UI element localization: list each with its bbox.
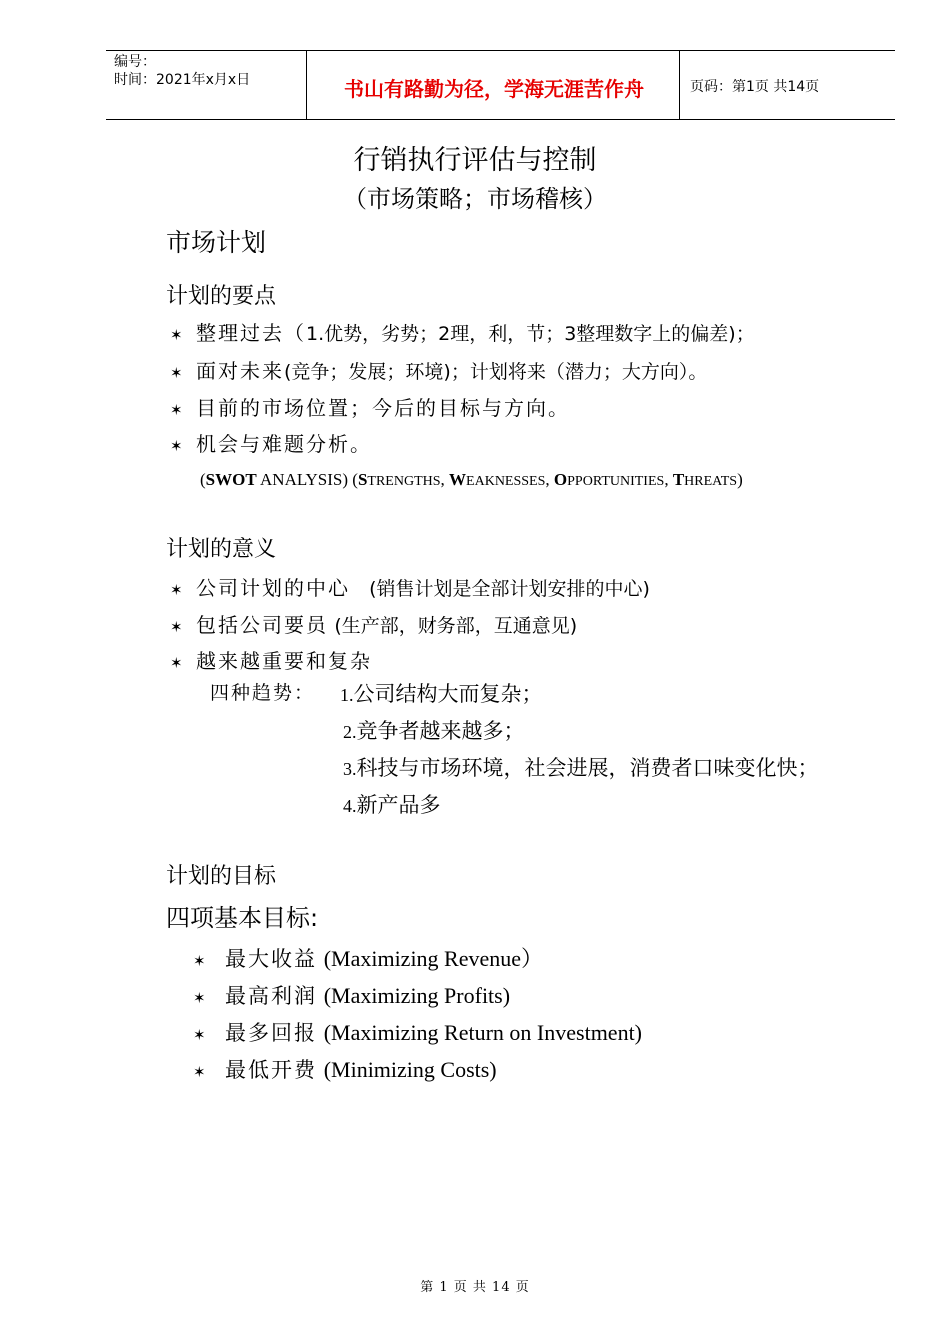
list-item: ✶ 公司计划的中心 (销售计划是全部计划安排的中心) [170,573,650,605]
star-bullet-icon: ✶ [193,1026,206,1044]
star-bullet-icon: ✶ [170,364,183,382]
trend-item: 1.公司结构大而复杂； [340,682,543,706]
document-header [106,50,895,120]
header-meta [114,53,250,89]
star-bullet-icon: ✶ [170,326,183,344]
subsection-heading: 计划的要点 [166,284,277,309]
header-page-label: 页码：第1页 共14页 [690,79,820,95]
section-heading: 市场计划 [166,228,267,257]
code-label: 编号： [114,54,156,70]
star-bullet-icon: ✶ [193,1063,206,1081]
list-item: ✶ 目前的市场位置；今后的目标与方向。 [170,393,570,425]
time-label: 时间：2021年x月x日 [114,72,251,88]
list-item: ✶ 机会与难题分析。 [170,429,372,461]
goal-item: ✶ 最高利润 (Maximizing Profits) [193,981,510,1013]
subsection-heading: 计划的意义 [166,537,277,562]
star-bullet-icon: ✶ [170,401,183,419]
list-item: ✶ 越来越重要和复杂 [170,646,372,678]
document-title: 行销执行评估与控制 [353,145,597,176]
star-bullet-icon: ✶ [193,989,206,1007]
star-bullet-icon: ✶ [193,952,206,970]
list-item: ✶ 面对未来(竞争；发展；环境)；计划将来（潜力；大方向）。 [170,356,707,388]
document-subtitle: （市场策略；市场稽核） [343,185,607,213]
trend-item: 4.新产品多 [343,793,441,817]
star-bullet-icon: ✶ [170,437,183,455]
header-divider [306,51,307,119]
goal-item: ✶ 最低开费 (Minimizing Costs) [193,1055,497,1087]
star-bullet-icon: ✶ [170,618,183,636]
star-bullet-icon: ✶ [170,581,183,599]
trend-item: 2.竞争者越来越多； [343,719,525,743]
trend-item: 3.科技与市场环境，社会进展，消费者口味变化快； [343,756,819,780]
goal-item: ✶ 最多回报 (Maximizing Return on Investment) [193,1018,642,1050]
goal-item: ✶ 最大收益 (Maximizing Revenue） [193,944,543,976]
header-motto: 书山有路勤为径，学海无涯苦作舟 [344,77,644,101]
star-bullet-icon: ✶ [170,654,183,672]
list-item: ✶ 包括公司要员 (生产部，财务部，互通意见) [170,610,577,642]
swot-line: (SWOT ANALYSIS) (STRENGTHS, WEAKNESSES, OPPORTUNITIES, THREATS) [200,470,743,489]
subsection-heading: 四项基本目标: [166,904,319,932]
list-item: ✶ 整理过去（1.优势，劣势；2理，利，节；3整理数字上的偏差)； [170,318,755,350]
subsection-heading: 计划的目标 [166,864,277,889]
trends-label: 四种趋势： [210,682,316,704]
page-footer: 第 1 页 共 14 页 [420,1280,530,1295]
